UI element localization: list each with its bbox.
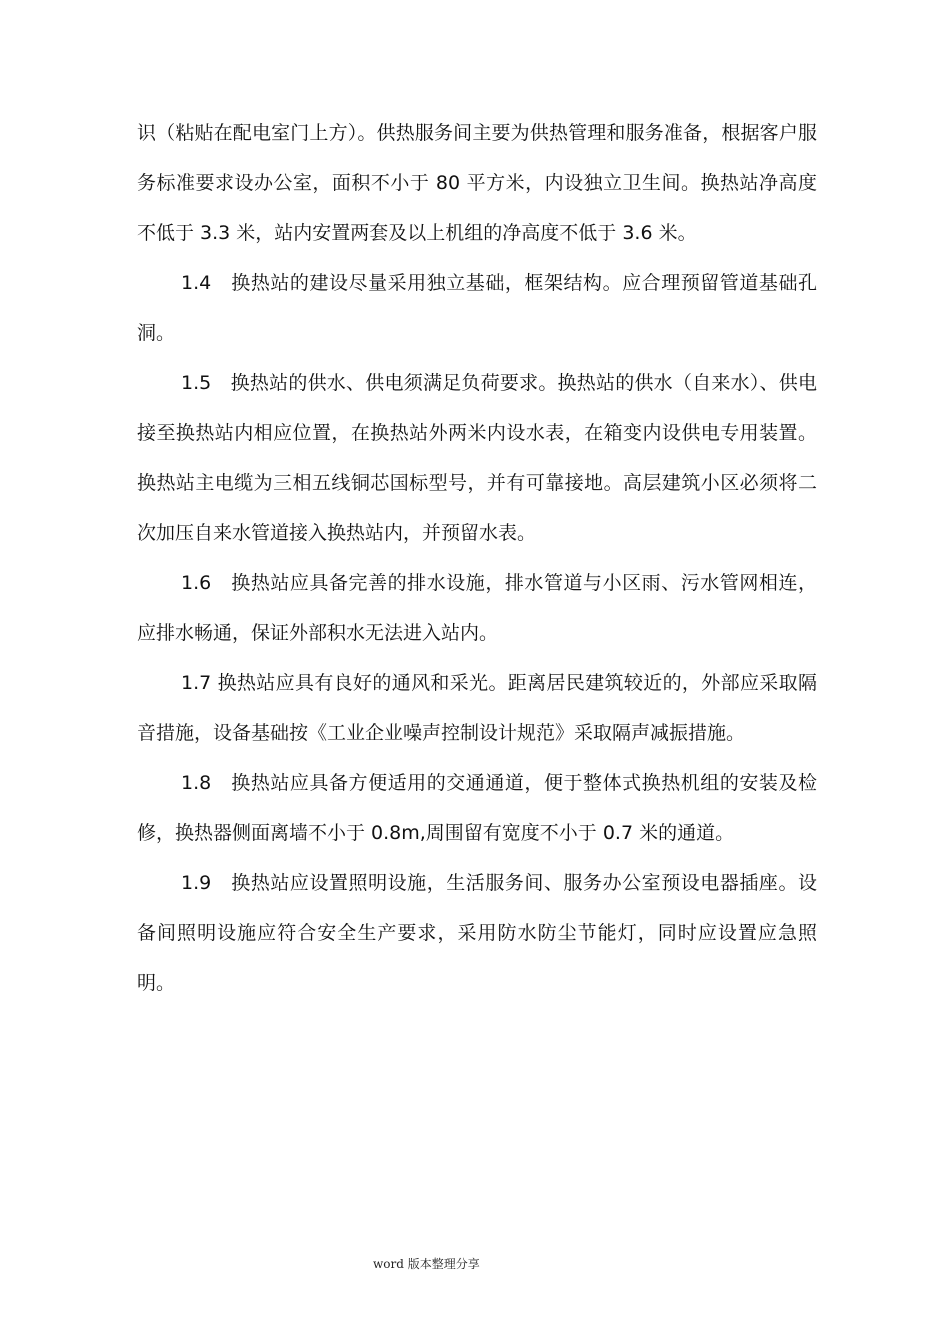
paragraph-1-4: 1.4 换热站的建设尽量采用独立基础，框架结构。应合理预留管道基础孔洞。 bbox=[137, 272, 817, 344]
paragraph-1-5: 1.5 换热站的供水、供电须满足负荷要求。换热站的供水（自来水）、供电接至换热站内相应位置，在换热站外两米内设水表，在箱变内设供电专用装置。换热站主电缆为三相五线铜芯国标型号，并有可靠接地。高层建筑小区必须将二次加压自来水管道接入换热站内，并预留水表。 bbox=[137, 372, 817, 544]
page-footer: word 版本整理分享 bbox=[373, 1257, 480, 1271]
paragraph-1-9: 1.9 换热站应设置照明设施，生活服务间、服务办公室预设电器插座。设备间照明设施应符合安全生产要求，采用防水防尘节能灯，同时应设置应急照明。 bbox=[137, 872, 817, 994]
paragraph-1-7: 1.7 换热站应具有良好的通风和采光。距离居民建筑较近的，外部应采取隔音措施，设备基础按《工业企业噪声控制设计规范》采取隔声减振措施。 bbox=[137, 672, 817, 744]
paragraph-continued: 识（粘贴在配电室门上方）。供热服务间主要为供热管理和服务准备，根据客户服务标准要求设办公室，面积不小于 80 平方米，内设独立卫生间。换热站净高度不低于 3.3 米，站内安置两套及以上机组的净高度不低于 3.6 米。 bbox=[137, 122, 817, 244]
paragraph-1-8: 1.8 换热站应具备方便适用的交通通道，便于整体式换热机组的安装及检修，换热器侧面离墙不小于 0.8m,周围留有宽度不小于 0.7 米的通道。 bbox=[137, 772, 817, 844]
paragraph-1-6: 1.6 换热站应具备完善的排水设施，排水管道与小区雨、污水管网相连，应排水畅通，保证外部积水无法进入站内。 bbox=[137, 572, 817, 644]
document-body bbox=[137, 108, 817, 1008]
